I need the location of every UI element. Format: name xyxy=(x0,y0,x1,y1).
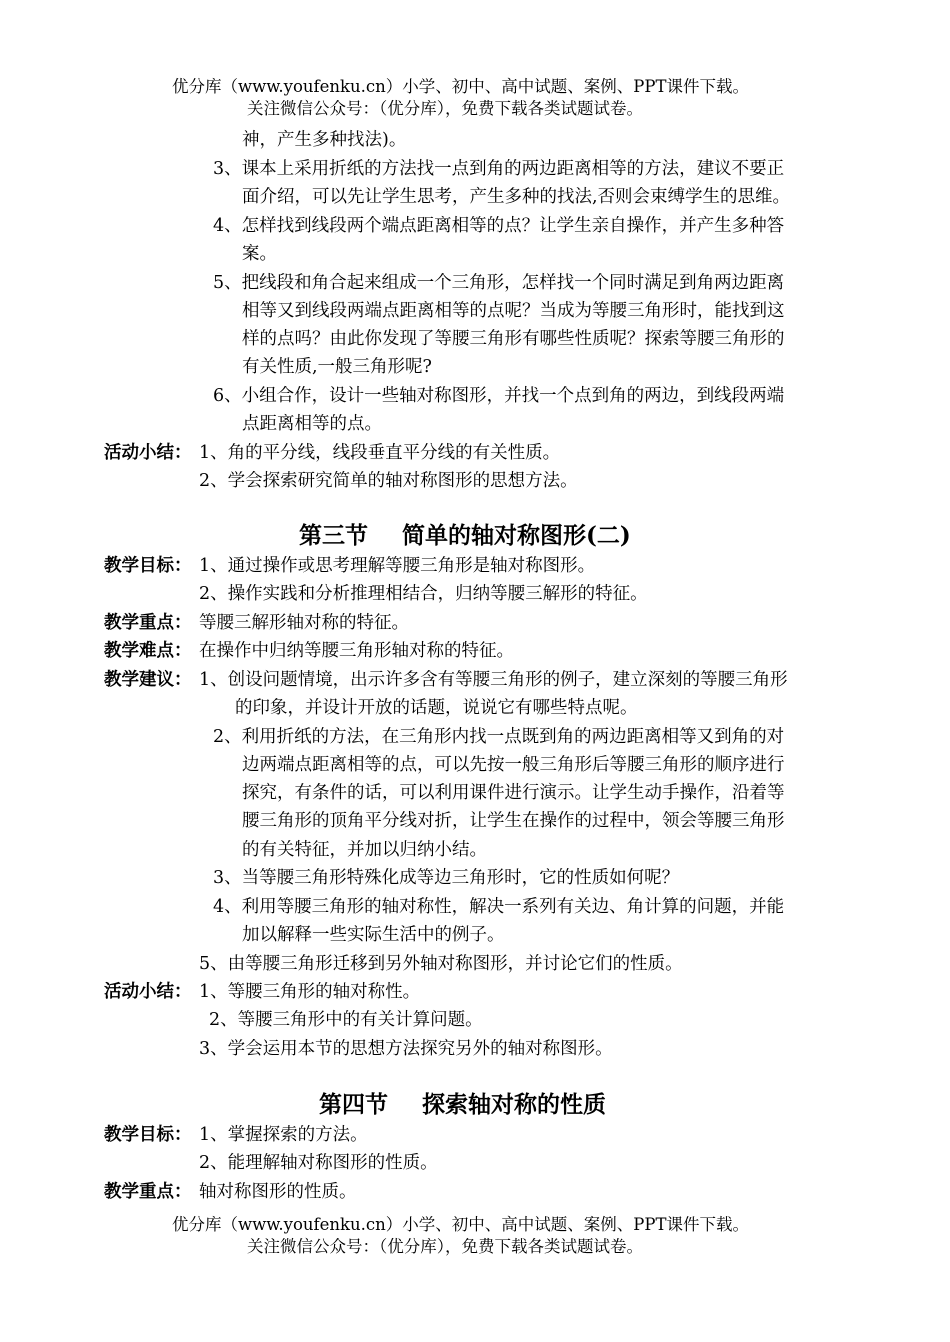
header-line-2: 关注微信公众号：（优分库），免费下载各类试题试卷。 xyxy=(247,99,643,118)
suggestion-continuation: 探究，有条件的话，可以利用课件进行演示。让学生动手操作，沿着等 xyxy=(242,783,785,803)
suggestion-continuation: 的印象，并设计开放的话题，说说它有哪些特点呢。 xyxy=(235,698,638,718)
section-number: 第三节 xyxy=(299,522,368,549)
teaching-difficulty-label: 教学难点： xyxy=(104,641,192,661)
activity-summary-label: 活动小结： xyxy=(104,443,192,463)
teaching-suggestion-label: 教学建议： xyxy=(104,670,192,690)
goal-item: 1、掌握探索的方法。 xyxy=(199,1125,368,1145)
suggestion-item: 1、创设问题情境，出示许多含有等腰三角形的例子，建立深刻的等腰三角形 xyxy=(199,670,788,690)
list-item: 4、怎样找到线段两个端点距离相等的点？让学生亲自操作，并产生多种答 xyxy=(213,216,785,236)
teaching-focus-text: 轴对称图形的性质。 xyxy=(199,1182,357,1202)
list-item: 3、课本上采用折纸的方法找一点到角的两边距离相等的方法，建议不要正 xyxy=(213,159,785,179)
suggestion-continuation: 腰三角形的顶角平分线对折，让学生在操作的过程中，领会等腰三角形 xyxy=(242,811,785,831)
summary-item: 1、等腰三角形的轴对称性。 xyxy=(199,982,421,1002)
summary-item: 1、角的平分线，线段垂直平分线的有关性质。 xyxy=(199,443,561,463)
summary-item: 3、学会运用本节的思想方法探究另外的轴对称图形。 xyxy=(199,1039,613,1059)
footer-line-1: 优分库（www.youfenku.cn）小学、初中、高中试题、案例、PPT课件下载。 xyxy=(172,1215,749,1234)
suggestion-continuation: 加以解释一些实际生活中的例子。 xyxy=(242,925,505,945)
suggestion-item: 3、当等腰三角形特殊化成等边三角形时，它的性质如何呢？ xyxy=(213,868,680,888)
list-item-continuation: 面介绍，可以先让学生思考，产生多种的找法,否则会束缚学生的思维。 xyxy=(242,187,791,207)
teaching-difficulty-text: 在操作中归纳等腰三角形轴对称的特征。 xyxy=(199,641,514,661)
suggestion-item: 4、利用等腰三角形的轴对称性，解决一系列有关边、角计算的问题，并能 xyxy=(213,897,785,917)
teaching-focus-text: 等腰三解形轴对称的特征。 xyxy=(199,613,409,633)
footer-line-2: 关注微信公众号：（优分库），免费下载各类试题试卷。 xyxy=(247,1237,643,1256)
list-item-continuation: 样的点吗？由此你发现了等腰三角形有哪些性质呢？探索等腰三角形的 xyxy=(242,329,785,349)
teaching-focus-label: 教学重点： xyxy=(104,613,192,633)
section-number: 第四节 xyxy=(319,1091,388,1118)
section-title xyxy=(319,1090,606,1120)
suggestion-continuation: 的有关特征，并加以归纳小结。 xyxy=(242,840,487,860)
section-name: 探索轴对称的性质 xyxy=(422,1091,606,1118)
goal-item: 2、操作实践和分析推理相结合，归纳等腰三解形的特征。 xyxy=(199,584,648,604)
list-item-continuation: 案。 xyxy=(242,244,277,264)
teaching-focus-label: 教学重点： xyxy=(104,1182,192,1202)
paragraph-line: 神，产生多种找法)。 xyxy=(242,130,407,150)
goal-item: 2、能理解轴对称图形的性质。 xyxy=(199,1153,438,1173)
section-title xyxy=(299,521,631,551)
summary-item: 2、等腰三角形中的有关计算问题。 xyxy=(209,1010,483,1030)
list-item-continuation: 点距离相等的点。 xyxy=(242,414,382,434)
teaching-goal-label: 教学目标： xyxy=(104,1125,192,1145)
activity-summary-label: 活动小结： xyxy=(104,982,192,1002)
header-line-1: 优分库（www.youfenku.cn）小学、初中、高中试题、案例、PPT课件下载。 xyxy=(172,77,749,96)
summary-item: 2、学会探索研究简单的轴对称图形的思想方法。 xyxy=(199,471,578,491)
list-item: 5、把线段和角合起来组成一个三角形，怎样找一个同时满足到角两边距离 xyxy=(213,273,785,293)
goal-item: 1、通过操作或思考理解等腰三角形是轴对称图形。 xyxy=(199,556,596,576)
list-item-continuation: 相等又到线段两端点距离相等的点呢？当成为等腰三角形时，能找到这 xyxy=(242,301,785,321)
suggestion-item: 2、利用折纸的方法，在三角形内找一点既到角的两边距离相等又到角的对 xyxy=(213,727,785,747)
suggestion-continuation: 边两端点距离相等的点，可以先按一般三角形后等腰三角形的顺序进行 xyxy=(242,755,785,775)
list-item-continuation: 有关性质,一般三角形呢? xyxy=(242,357,432,377)
teaching-goal-label: 教学目标： xyxy=(104,556,192,576)
section-name: 简单的轴对称图形(二) xyxy=(402,522,631,549)
suggestion-item: 5、由等腰三角形迁移到另外轴对称图形，并讨论它们的性质。 xyxy=(199,954,683,974)
list-item: 6、小组合作，设计一些轴对称图形，并找一个点到角的两边，到线段两端 xyxy=(213,386,785,406)
